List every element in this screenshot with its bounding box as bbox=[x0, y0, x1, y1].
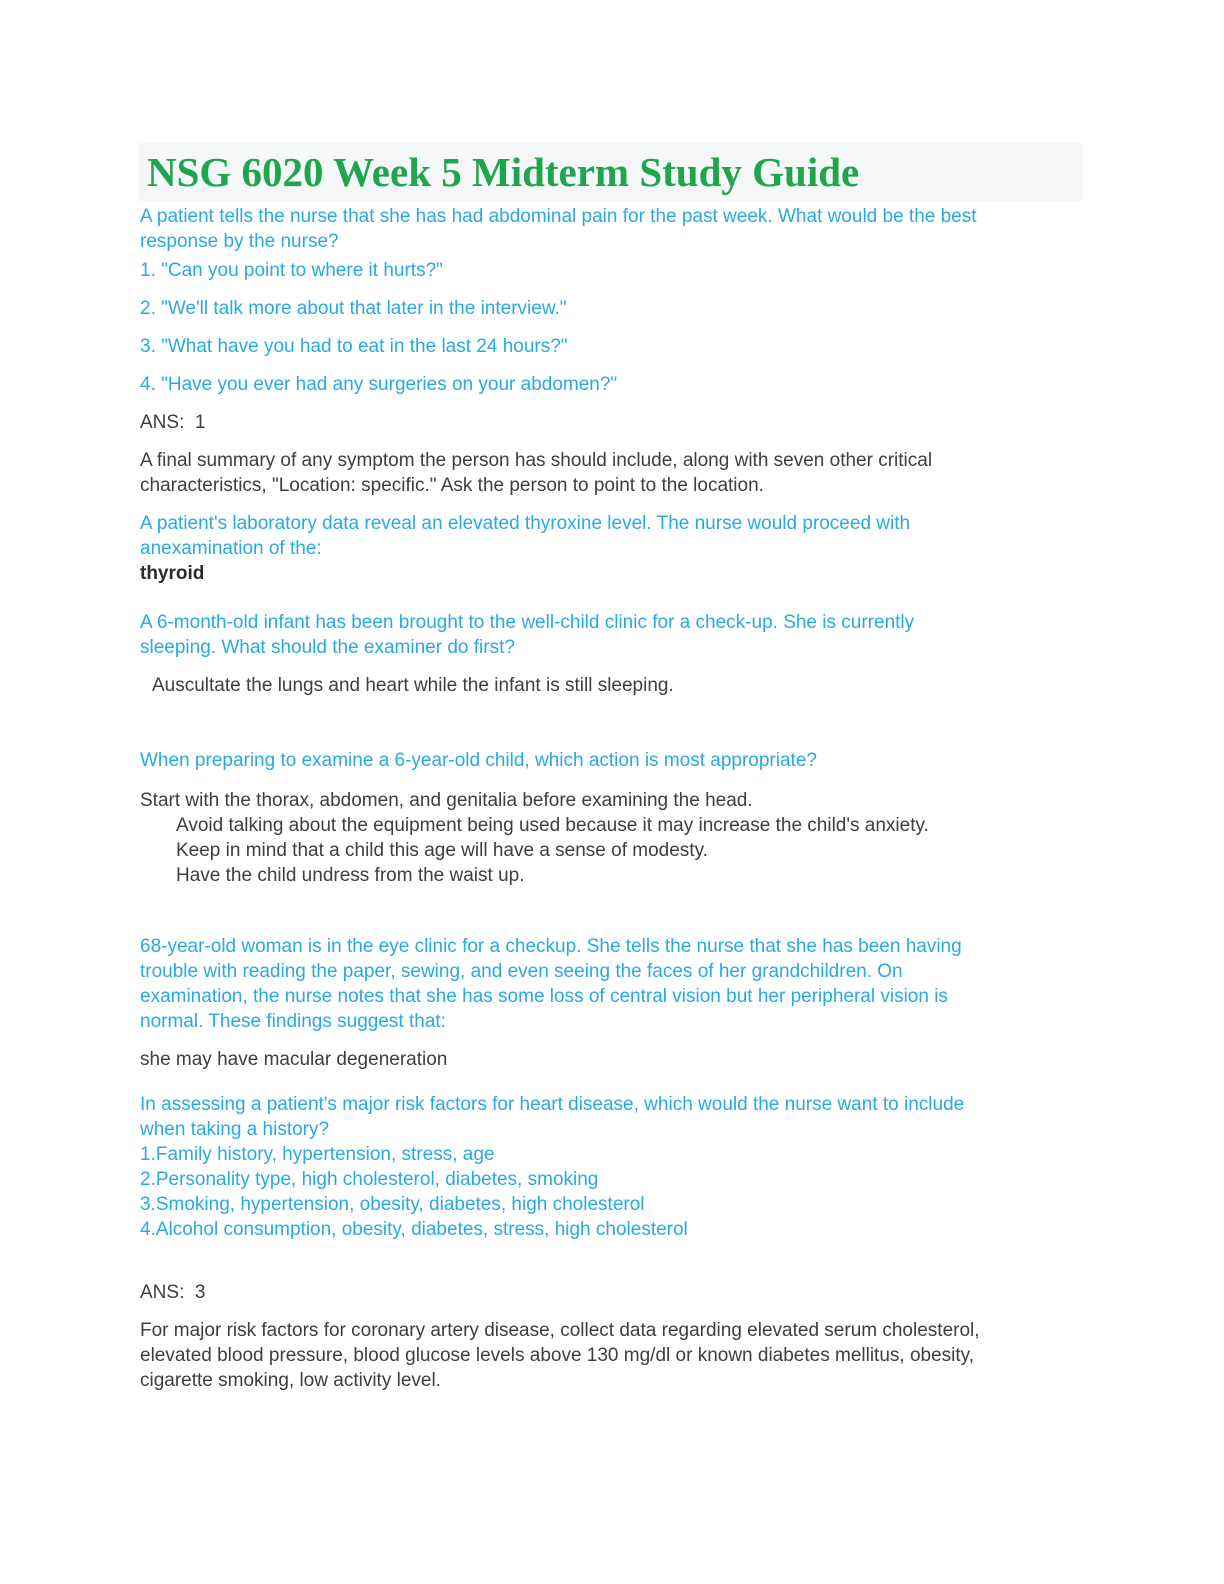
question-1-option-4 bbox=[140, 372, 1090, 397]
answer-text: thyroid bbox=[140, 563, 205, 584]
question-1-option-2 bbox=[140, 296, 1090, 321]
question-4-text bbox=[140, 748, 1090, 773]
document-title: NSG 6020 Week 5 Midterm Study Guide bbox=[147, 149, 860, 195]
title-bar bbox=[139, 143, 1083, 201]
option-text: 1.Family history, hypertension, stress, age bbox=[140, 1144, 495, 1165]
question-6-line-1: In assessing a patient's major risk factors for heart disease, which would the nurse want to include bbox=[140, 1094, 965, 1115]
question-5-line-1: 68-year-old woman is in the eye clinic for a checkup. She tells the nurse that she has been having bbox=[140, 936, 962, 957]
other-option-text: Keep in mind that a child this age will have a sense of modesty. bbox=[176, 840, 708, 861]
question-1-rationale bbox=[140, 448, 1090, 498]
question-5-line-4: normal. These findings suggest that: bbox=[140, 1011, 446, 1032]
rationale-line: For major risk factors for coronary artery disease, collect data regarding elevated serum cholesterol, bbox=[140, 1320, 980, 1341]
spacer bbox=[140, 773, 1090, 788]
rationale-line: elevated blood pressure, blood glucose levels above 130 mg/dl or known diabetes mellitus, obesity, bbox=[140, 1345, 975, 1366]
question-6-group bbox=[140, 1092, 1090, 1242]
document-content bbox=[140, 204, 1090, 1406]
question-4-line-1: When preparing to examine a 6-year-old child, which action is most appropriate? bbox=[140, 750, 817, 771]
question-3-text bbox=[140, 610, 1090, 660]
option-text: 4.Alcohol consumption, obesity, diabetes, stress, high cholesterol bbox=[140, 1219, 688, 1240]
question-5-answer bbox=[140, 1047, 1090, 1072]
question-3-answer bbox=[140, 673, 1090, 698]
question-1-text bbox=[140, 204, 1090, 254]
question-4-answer-group bbox=[140, 788, 1090, 888]
option-text: 1. "Can you point to where it hurts?" bbox=[140, 260, 443, 281]
question-5-text bbox=[140, 934, 1090, 1034]
answer-text: she may have macular degeneration bbox=[140, 1049, 448, 1070]
question-3-line-1: A 6-month-old infant has been brought to the well-child clinic for a check-up. She is currently bbox=[140, 612, 915, 633]
rationale-line: characteristics, "Location: specific." Ask the person to point to the location. bbox=[140, 475, 764, 496]
answer-text: ANS: 1 bbox=[140, 412, 206, 433]
rationale-line: cigarette smoking, low activity level. bbox=[140, 1370, 441, 1391]
question-1-option-1 bbox=[140, 258, 1090, 283]
question-1-line-2: response by the nurse? bbox=[140, 231, 339, 252]
question-1-option-3 bbox=[140, 334, 1090, 359]
option-text: 2.Personality type, high cholesterol, diabetes, smoking bbox=[140, 1169, 599, 1190]
question-3-line-2: sleeping. What should the examiner do first? bbox=[140, 637, 515, 658]
rationale-line: A final summary of any symptom the person has should include, along with seven other critical bbox=[140, 450, 933, 471]
question-1-answer-label bbox=[140, 410, 1090, 435]
option-text: 3. "What have you had to eat in the last 24 hours?" bbox=[140, 336, 568, 357]
question-6-answer-label bbox=[140, 1280, 1090, 1305]
answer-text: Start with the thorax, abdomen, and genitalia before examining the head. bbox=[140, 790, 753, 811]
other-option-text: Have the child undress from the waist up. bbox=[176, 865, 525, 886]
answer-text: ANS: 3 bbox=[140, 1282, 206, 1303]
option-text: 4. "Have you ever had any surgeries on your abdomen?" bbox=[140, 374, 618, 395]
question-2-answer bbox=[140, 561, 1090, 586]
question-1-line-1: A patient tells the nurse that she has had abdominal pain for the past week. What would be the best bbox=[140, 206, 977, 227]
question-2-line-2: anexamination of the: bbox=[140, 538, 322, 559]
question-5-line-2: trouble with reading the paper, sewing, and even seeing the faces of her grandchildren. On bbox=[140, 961, 903, 982]
question-2-text bbox=[140, 511, 1090, 561]
question-6-line-2: when taking a history? bbox=[140, 1119, 330, 1140]
answer-text: Auscultate the lungs and heart while the infant is still sleeping. bbox=[152, 675, 674, 696]
option-text: 2. "We'll talk more about that later in the interview." bbox=[140, 298, 567, 319]
question-6-rationale bbox=[140, 1318, 1090, 1393]
question-5-line-3: examination, the nurse notes that she has some loss of central vision but her peripheral vision is bbox=[140, 986, 948, 1007]
other-option-text: Avoid talking about the equipment being used because it may increase the child's anxiety. bbox=[176, 815, 929, 836]
option-text: 3.Smoking, hypertension, obesity, diabetes, high cholesterol bbox=[140, 1194, 645, 1215]
question-2-line-1: A patient's laboratory data reveal an elevated thyroxine level. The nurse would proceed with bbox=[140, 513, 911, 534]
